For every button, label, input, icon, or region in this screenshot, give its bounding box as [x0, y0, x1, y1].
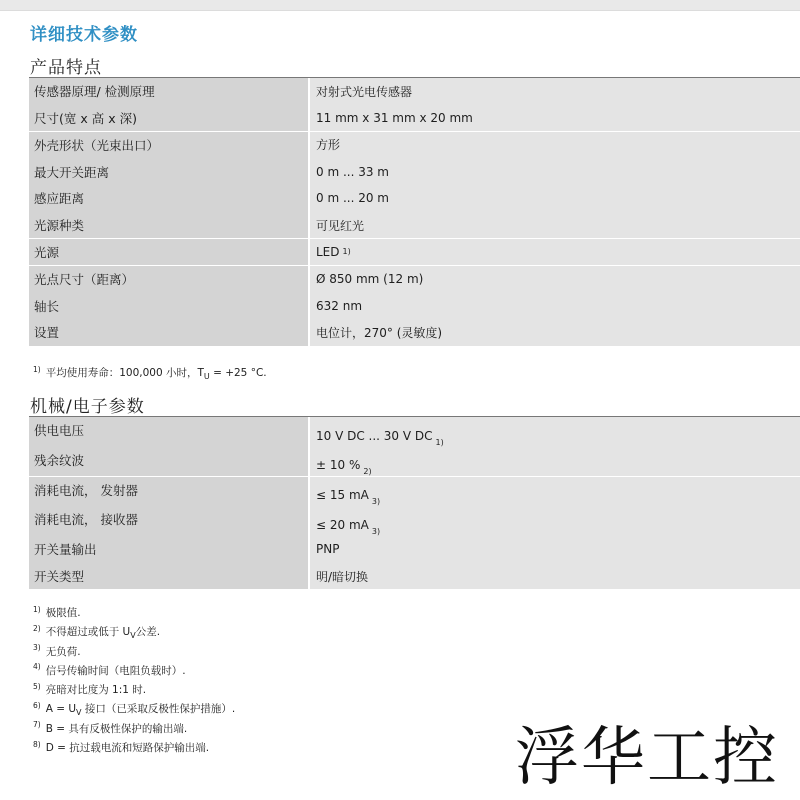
row-value — [310, 319, 800, 346]
row-value — [310, 132, 800, 159]
footnote-item: $^{3)}$ 无负荷. — [33, 643, 81, 658]
row-value — [310, 158, 800, 185]
row-label: 开关量输出 — [29, 536, 308, 563]
page-heading: 详细技术参数 — [30, 25, 138, 45]
product-features-table — [29, 77, 800, 346]
row-label: 消耗电流， 发射器 — [29, 477, 308, 507]
footnotes-list — [33, 605, 235, 759]
row-value — [310, 105, 800, 132]
footnote-item: $^{4)}$ 信号传输时间（电阻负载时）. — [33, 662, 186, 677]
row-value-text: 11 mm x 31 mm x 20 mm — [316, 111, 473, 126]
row-label: 消耗电流， 接收器 — [29, 506, 308, 536]
row-value-text: 632 nm — [316, 298, 363, 313]
row-label: 感应距离 — [29, 185, 308, 212]
table-row — [29, 266, 800, 293]
row-value-text: 方形 — [316, 138, 341, 153]
table-row — [29, 319, 800, 346]
row-label: 残余纹波 — [29, 447, 308, 477]
footnote-item: $^{1)}$ 极限值. — [33, 604, 81, 619]
row-value: LED 1) — [310, 239, 800, 266]
table-row — [29, 292, 800, 319]
row-value-text: 对射式光电传感器 — [316, 84, 413, 99]
row-value-text: ± 10 % — [316, 458, 361, 473]
row-value — [310, 78, 800, 105]
row-value: ≤ 15 mA 3) — [310, 477, 800, 507]
row-label: 外壳形状（光束出口） — [29, 132, 308, 159]
row-label: 轴长 — [29, 292, 308, 319]
row-label: 尺寸(宽 x 高 x 深) — [29, 105, 308, 132]
row-value-text: 电位计，270° (灵敏度) — [316, 325, 443, 340]
table-row — [29, 105, 800, 132]
table-row — [29, 447, 800, 477]
table-row — [29, 158, 800, 185]
top-bar — [0, 0, 800, 11]
row-label: 开关类型 — [29, 563, 308, 590]
row-value-text: 0 m ... 33 m — [316, 164, 389, 179]
row-value-text: 10 V DC ... 30 V DC — [316, 428, 433, 443]
row-value — [310, 563, 800, 590]
row-value-text: Ø 850 mm (12 m) — [316, 271, 424, 286]
table-row — [29, 185, 800, 212]
section-title-mech-elec: 机械/电子参数 — [30, 397, 145, 417]
row-value-text: 0 m ... 20 m — [316, 191, 389, 206]
row-value: ± 10 % 2) — [310, 447, 800, 477]
watermark-text: 浮华工控 — [515, 721, 779, 795]
row-value-text: 明/暗切换 — [316, 569, 369, 584]
table-row — [29, 563, 800, 590]
section-title-product-features: 产品特点 — [30, 58, 102, 78]
row-label: 光源 — [29, 239, 308, 266]
row-label: 传感器原理/ 检测原理 — [29, 78, 308, 105]
table-row — [29, 506, 800, 536]
row-value: 10 V DC ... 30 V DC 1) — [310, 417, 800, 447]
footnote-1: $^{1)}$ 平均使用寿命：100,000 小时，$T_U = +25$ °C. — [33, 364, 267, 382]
row-value: ≤ 20 mA 3) — [310, 506, 800, 536]
row-value-text: PNP — [316, 542, 340, 557]
footnote-item: $^{8)}$ D = 抗过载电流和短路保护输出端. — [33, 739, 210, 755]
row-value-text: ≤ 20 mA — [316, 517, 369, 532]
mech-elec-table — [29, 416, 800, 590]
table-row — [29, 536, 800, 563]
row-value — [310, 536, 800, 563]
row-value — [310, 292, 800, 319]
row-value-text: LED — [316, 245, 340, 260]
row-label: 光点尺寸（距离） — [29, 266, 308, 293]
table-row — [29, 78, 800, 105]
row-value — [310, 185, 800, 212]
row-label: 设置 — [29, 319, 308, 346]
table-row — [29, 239, 800, 266]
row-label: 最大开关距离 — [29, 158, 308, 185]
row-label: 供电电压 — [29, 417, 308, 447]
row-value-text: 可见红光 — [316, 218, 365, 233]
row-label: 光源种类 — [29, 212, 308, 239]
footnote-item: $^{2)}$ 不得超过或低于 $U_V$公差. — [33, 623, 161, 641]
table-row — [29, 417, 800, 447]
table-row — [29, 212, 800, 239]
footnote-item: $^{5)}$ 亮暗对比度为 1:1 时. — [33, 681, 147, 697]
footnote-item: $^{7)}$ B = 具有反极性保护的输出端. — [33, 720, 188, 735]
footnote-item: $^{6)}$ $A = U_V$ 接口（已采取反极性保护措施）. — [33, 700, 236, 718]
table-row — [29, 132, 800, 159]
row-value-text: ≤ 15 mA — [316, 488, 369, 503]
table-row — [29, 477, 800, 507]
row-value — [310, 212, 800, 239]
row-value — [310, 266, 800, 293]
